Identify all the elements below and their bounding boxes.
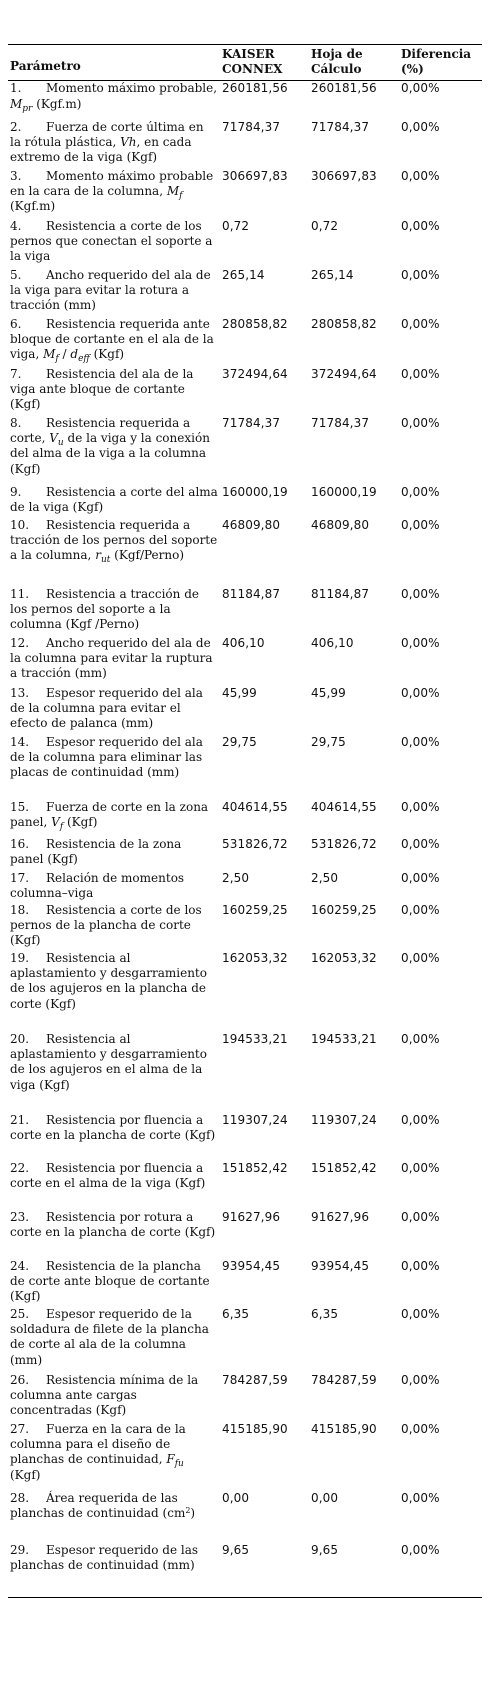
diferencia-value: 0,00% — [401, 635, 440, 650]
table-row — [8, 1491, 482, 1543]
table-row — [8, 268, 482, 317]
kaiser-connex-value: 151852,42 — [222, 1160, 288, 1175]
hoja-de-calculo-value: 406,10 — [311, 635, 354, 650]
parameter-cell — [8, 903, 220, 951]
hoja-de-calculo-value: 29,75 — [311, 734, 346, 749]
kaiser-connex-value: 29,75 — [222, 734, 257, 749]
table-row — [8, 317, 482, 367]
hoja-de-calculo-value: 151852,42 — [311, 1160, 377, 1175]
diferencia-value: 0,00% — [401, 316, 440, 331]
parameter-label: Fuerza de corte en la zona panel, $V_f$ (Kgf) — [10, 799, 209, 833]
diferencia-value: 0,00% — [401, 734, 440, 749]
kaiser-connex-value: 260181,56 — [222, 81, 288, 96]
table-row — [8, 837, 482, 871]
parameter-label: Espesor requerido del ala de la columna para eliminar las placas de continuidad (mm) — [10, 734, 203, 780]
diferencia-value: 0,00% — [401, 1112, 440, 1127]
table-row — [8, 1259, 482, 1307]
parameter-cell — [8, 317, 220, 367]
parameter-label: Resistencia a corte del alma de la viga (Kgf) — [10, 484, 218, 515]
hoja-de-calculo-value: 6,35 — [311, 1306, 339, 1321]
diferencia-value: 0,00% — [401, 415, 440, 430]
kaiser-connex-value: 6,35 — [222, 1306, 250, 1321]
diferencia-value: 0,00% — [401, 1421, 440, 1436]
kaiser-connex-value: 160259,25 — [222, 902, 288, 917]
parameter-label: Fuerza de corte última en la rótula plástica, Vh, en cada extremo de la viga (Kgf) — [10, 119, 204, 165]
hoja-de-calculo-value: 81184,87 — [311, 586, 370, 601]
parameter-cell — [8, 1543, 220, 1598]
hoja-de-calculo-value: 0,00 — [311, 1490, 339, 1505]
table-row — [8, 81, 482, 120]
parameter-number: 23. — [10, 1209, 30, 1224]
header-parametro: Parámetro — [8, 45, 220, 81]
parameter-cell — [8, 636, 220, 686]
hoja-de-calculo-value: 415185,90 — [311, 1421, 377, 1436]
kaiser-connex-value: 45,99 — [222, 685, 257, 700]
table-row — [8, 367, 482, 416]
parameter-cell — [8, 1113, 220, 1161]
kaiser-connex-value: 0,72 — [222, 218, 250, 233]
hoja-de-calculo-value: 2,50 — [311, 870, 339, 885]
diferencia-value: 0,00% — [401, 484, 440, 499]
header-hoja-de-calculo: Hoja de Cálculo — [309, 45, 399, 81]
parameter-cell — [8, 268, 220, 317]
diferencia-value: 0,00% — [401, 366, 440, 381]
hoja-de-calculo-value: 45,99 — [311, 685, 346, 700]
hoja-de-calculo-value: 119307,24 — [311, 1112, 377, 1127]
kaiser-connex-value: 46809,80 — [222, 517, 281, 532]
parameter-number: 6. — [10, 316, 22, 331]
kaiser-connex-value: 0,00 — [222, 1490, 250, 1505]
diferencia-value: 0,00% — [401, 1031, 440, 1046]
parameter-number: 10. — [10, 517, 30, 532]
parameter-number: 18. — [10, 902, 30, 917]
diferencia-value: 0,00% — [399, 1543, 482, 1598]
parameter-number: 1. — [10, 81, 22, 96]
table-row — [8, 735, 482, 800]
parameter-label: Resistencia por rotura a corte en la plancha de corte (Kgf) — [10, 1209, 216, 1240]
diferencia-value: 0,00% — [401, 1306, 440, 1321]
kaiser-connex-value: 280858,82 — [222, 316, 288, 331]
diferencia-value: 0,00% — [401, 1258, 440, 1273]
diferencia-value: 0,00% — [401, 218, 440, 233]
table-row — [8, 1210, 482, 1259]
parameter-cell — [8, 169, 220, 219]
hoja-de-calculo-value: 160259,25 — [311, 902, 377, 917]
kaiser-connex-value: 372494,64 — [222, 366, 288, 381]
diferencia-value: 0,00% — [401, 836, 440, 851]
diferencia-value: 0,00% — [401, 685, 440, 700]
hoja-de-calculo-value: 280858,82 — [311, 316, 377, 331]
table-row — [8, 686, 482, 735]
table-header — [8, 45, 482, 81]
parameter-label: Resistencia a corte de los pernos que conectan el soporte a la viga — [10, 218, 213, 264]
parameter-number: 19. — [10, 950, 30, 965]
parameter-label: Momento máximo probable en la cara de la columna, $M_f$ (Kgf.m) — [10, 168, 214, 214]
table-row — [8, 871, 482, 903]
table-row — [8, 169, 482, 219]
parameter-cell — [8, 518, 220, 587]
parameter-number: 8. — [10, 415, 22, 430]
parameter-cell — [8, 587, 220, 636]
parameter-label: Resistencia a corte de los pernos de la plancha de corte (Kgf) — [10, 902, 202, 948]
diferencia-value: 0,00% — [401, 1160, 440, 1175]
parameter-cell — [8, 485, 220, 518]
parameter-label: Área requerida de las planchas de continuidad $(cm^2)$ — [10, 1490, 196, 1521]
parameter-cell — [8, 871, 220, 903]
parameter-label: Resistencia al aplastamiento y desgarramiento de los agujeros en la plancha de corte (Kgf) — [10, 950, 207, 1011]
table-body — [8, 81, 482, 1598]
table-row — [8, 1307, 482, 1373]
table-row — [8, 1113, 482, 1161]
parameter-cell — [8, 800, 220, 837]
parameter-cell — [8, 1032, 220, 1113]
hoja-de-calculo-value: 71784,37 — [311, 119, 370, 134]
parameter-label: Resistencia por fluencia a corte en la plancha de corte (Kgf) — [10, 1112, 216, 1143]
table-row — [8, 219, 482, 268]
parameter-number: 29. — [10, 1542, 30, 1557]
table-row — [8, 1422, 482, 1491]
parameter-label: Resistencia por fluencia a corte en el alma de la viga (Kgf) — [10, 1160, 206, 1191]
parameter-cell — [8, 951, 220, 1032]
parameter-label: Resistencia del ala de la viga ante bloque de cortante (Kgf) — [10, 366, 194, 412]
parameter-number: 21. — [10, 1112, 30, 1127]
hoja-de-calculo-value: 265,14 — [311, 267, 354, 282]
parameter-label: Ancho requerido del ala de la columna para evitar la ruptura a tracción (mm) — [10, 635, 213, 681]
kaiser-connex-value: 531826,72 — [222, 836, 288, 851]
hoja-de-calculo-value: 91627,96 — [311, 1209, 370, 1224]
hoja-de-calculo-value: 0,72 — [311, 218, 339, 233]
table-row — [8, 1543, 482, 1598]
kaiser-connex-value: 404614,55 — [222, 799, 288, 814]
parameter-label: Resistencia mínima de la columna ante cargas concentradas (Kgf) — [10, 1372, 199, 1418]
diferencia-value: 0,00% — [401, 902, 440, 917]
parameter-number: 24. — [10, 1258, 30, 1273]
parameter-number: 16. — [10, 836, 30, 851]
diferencia-value: 0,00% — [401, 517, 440, 532]
kaiser-connex-value: 415185,90 — [222, 1421, 288, 1436]
parameter-number: 13. — [10, 685, 30, 700]
table-row — [8, 120, 482, 169]
parameter-label: Momento máximo probable, $M_{pr}$ (Kgf.m) — [10, 81, 218, 114]
kaiser-connex-value: 306697,83 — [222, 168, 288, 183]
parameter-label: Relación de momentos columna–viga — [10, 870, 185, 901]
diferencia-value: 0,00% — [401, 1372, 440, 1387]
parameter-number: 2. — [10, 119, 22, 134]
parameter-label: Resistencia requerida a tracción de los pernos del soporte a la columna, $r_{ut}$ (Kgf/Perno) — [10, 517, 218, 566]
hoja-de-calculo-value: 162053,32 — [311, 950, 377, 965]
parameter-cell — [8, 1491, 220, 1543]
hoja-de-calculo-value: 71784,37 — [311, 415, 370, 430]
parameter-cell — [8, 120, 220, 169]
parameter-cell — [8, 837, 220, 871]
parameter-number: 26. — [10, 1372, 30, 1387]
diferencia-value: 0,00% — [401, 119, 440, 134]
results-comparison-table-container — [8, 44, 482, 1598]
parameter-number: 22. — [10, 1160, 30, 1175]
parameter-number: 4. — [10, 218, 22, 233]
parameter-label: Ancho requerido del ala de la viga para evitar la rotura a tracción (mm) — [10, 267, 211, 313]
parameter-cell — [8, 686, 220, 735]
parameter-label: Resistencia de la zona panel (Kgf) — [10, 836, 182, 867]
hoja-de-calculo-value: 260181,56 — [311, 81, 377, 96]
parameter-cell — [8, 81, 220, 120]
parameter-cell — [8, 1422, 220, 1491]
parameter-number: 12. — [10, 635, 30, 650]
parameter-label: Resistencia requerida ante bloque de cortante en el ala de la viga, $M_f / d_{eff}$ (Kgf) — [10, 316, 214, 365]
kaiser-connex-value: 406,10 — [222, 635, 265, 650]
hoja-de-calculo-value: 531826,72 — [311, 836, 377, 851]
header-kaiser-connex: KAISER CONNEX — [220, 45, 309, 81]
kaiser-connex-value: 194533,21 — [222, 1031, 288, 1046]
table-row — [8, 485, 482, 518]
kaiser-connex-value: 784287,59 — [222, 1372, 288, 1387]
parameter-label: Resistencia de la plancha de corte ante bloque de cortante (Kgf) — [10, 1258, 210, 1304]
parameter-number: 3. — [10, 168, 22, 183]
parameter-label: Resistencia requerida a corte, $V_u$ de la viga y la conexión del alma de la viga a la columna (Kgf) — [10, 415, 210, 476]
diferencia-value: 0,00% — [401, 950, 440, 965]
hoja-de-calculo-value: 9,65 — [309, 1543, 399, 1598]
hoja-de-calculo-value: 784287,59 — [311, 1372, 377, 1387]
table-row — [8, 416, 482, 485]
parameter-number: 5. — [10, 267, 22, 282]
diferencia-value: 0,00% — [401, 168, 440, 183]
table-row — [8, 1032, 482, 1113]
table-row — [8, 636, 482, 686]
diferencia-value: 0,00% — [401, 799, 440, 814]
table-row — [8, 800, 482, 837]
parameter-cell — [8, 1210, 220, 1259]
parameter-label: Espesor requerido de la soldadura de filete de la plancha de corte al ala de la columna (mm) — [10, 1306, 209, 1367]
diferencia-value: 0,00% — [401, 267, 440, 282]
results-comparison-table — [8, 44, 482, 1598]
parameter-number: 25. — [10, 1306, 30, 1321]
hoja-de-calculo-value: 93954,45 — [311, 1258, 370, 1273]
diferencia-value: 0,00% — [401, 870, 440, 885]
diferencia-value: 0,00% — [401, 81, 440, 96]
kaiser-connex-value: 71784,37 — [222, 415, 281, 430]
parameter-cell — [8, 1161, 220, 1210]
hoja-de-calculo-value: 404614,55 — [311, 799, 377, 814]
table-row — [8, 518, 482, 587]
parameter-label: Espesor requerido del ala de la columna para evitar el efecto de palanca (mm) — [10, 685, 203, 731]
parameter-number: 27. — [10, 1421, 30, 1436]
kaiser-connex-value: 71784,37 — [222, 119, 281, 134]
kaiser-connex-value: 162053,32 — [222, 950, 288, 965]
table-row — [8, 903, 482, 951]
hoja-de-calculo-value: 46809,80 — [311, 517, 370, 532]
kaiser-connex-value: 265,14 — [222, 267, 265, 282]
parameter-number: 7. — [10, 366, 22, 381]
parameter-label: Espesor requerido de las planchas de continuidad (mm) — [10, 1542, 199, 1573]
diferencia-value: 0,00% — [401, 586, 440, 601]
parameter-number: 9. — [10, 484, 22, 499]
parameter-number: 14. — [10, 734, 30, 749]
parameter-number: 20. — [10, 1031, 30, 1046]
parameter-cell — [8, 1373, 220, 1422]
hoja-de-calculo-value: 306697,83 — [311, 168, 377, 183]
table-row — [8, 1373, 482, 1422]
table-row — [8, 1161, 482, 1210]
kaiser-connex-value: 160000,19 — [222, 484, 288, 499]
parameter-cell — [8, 367, 220, 416]
parameter-label: Resistencia al aplastamiento y desgarramiento de los agujeros en el alma de la viga (Kgf) — [10, 1031, 207, 1092]
diferencia-value: 0,00% — [401, 1490, 440, 1505]
parameter-label: Fuerza en la cara de la columna para el diseño de planchas de continuidad, $F_{fu}$ (Kgf) — [10, 1421, 186, 1482]
parameter-cell — [8, 735, 220, 800]
parameter-number: 11. — [10, 586, 30, 601]
hoja-de-calculo-value: 194533,21 — [311, 1031, 377, 1046]
kaiser-connex-value: 119307,24 — [222, 1112, 288, 1127]
kaiser-connex-value: 81184,87 — [222, 586, 281, 601]
table-row — [8, 587, 482, 636]
hoja-de-calculo-value: 160000,19 — [311, 484, 377, 499]
parameter-cell — [8, 1259, 220, 1307]
parameter-number: 28. — [10, 1490, 30, 1505]
parameter-number: 15. — [10, 799, 30, 814]
table-row — [8, 951, 482, 1032]
parameter-cell — [8, 219, 220, 268]
kaiser-connex-value: 93954,45 — [222, 1258, 281, 1273]
parameter-cell — [8, 1307, 220, 1373]
kaiser-connex-value: 9,65 — [220, 1543, 309, 1598]
header-diferencia: Diferencia (%) — [399, 45, 482, 81]
parameter-cell — [8, 416, 220, 485]
header-row — [8, 45, 482, 81]
kaiser-connex-value: 91627,96 — [222, 1209, 281, 1224]
parameter-number: 17. — [10, 870, 30, 885]
parameter-label: Resistencia a tracción de los pernos del soporte a la columna (Kgf /Perno) — [10, 586, 199, 632]
hoja-de-calculo-value: 372494,64 — [311, 366, 377, 381]
diferencia-value: 0,00% — [401, 1209, 440, 1224]
kaiser-connex-value: 2,50 — [222, 870, 250, 885]
